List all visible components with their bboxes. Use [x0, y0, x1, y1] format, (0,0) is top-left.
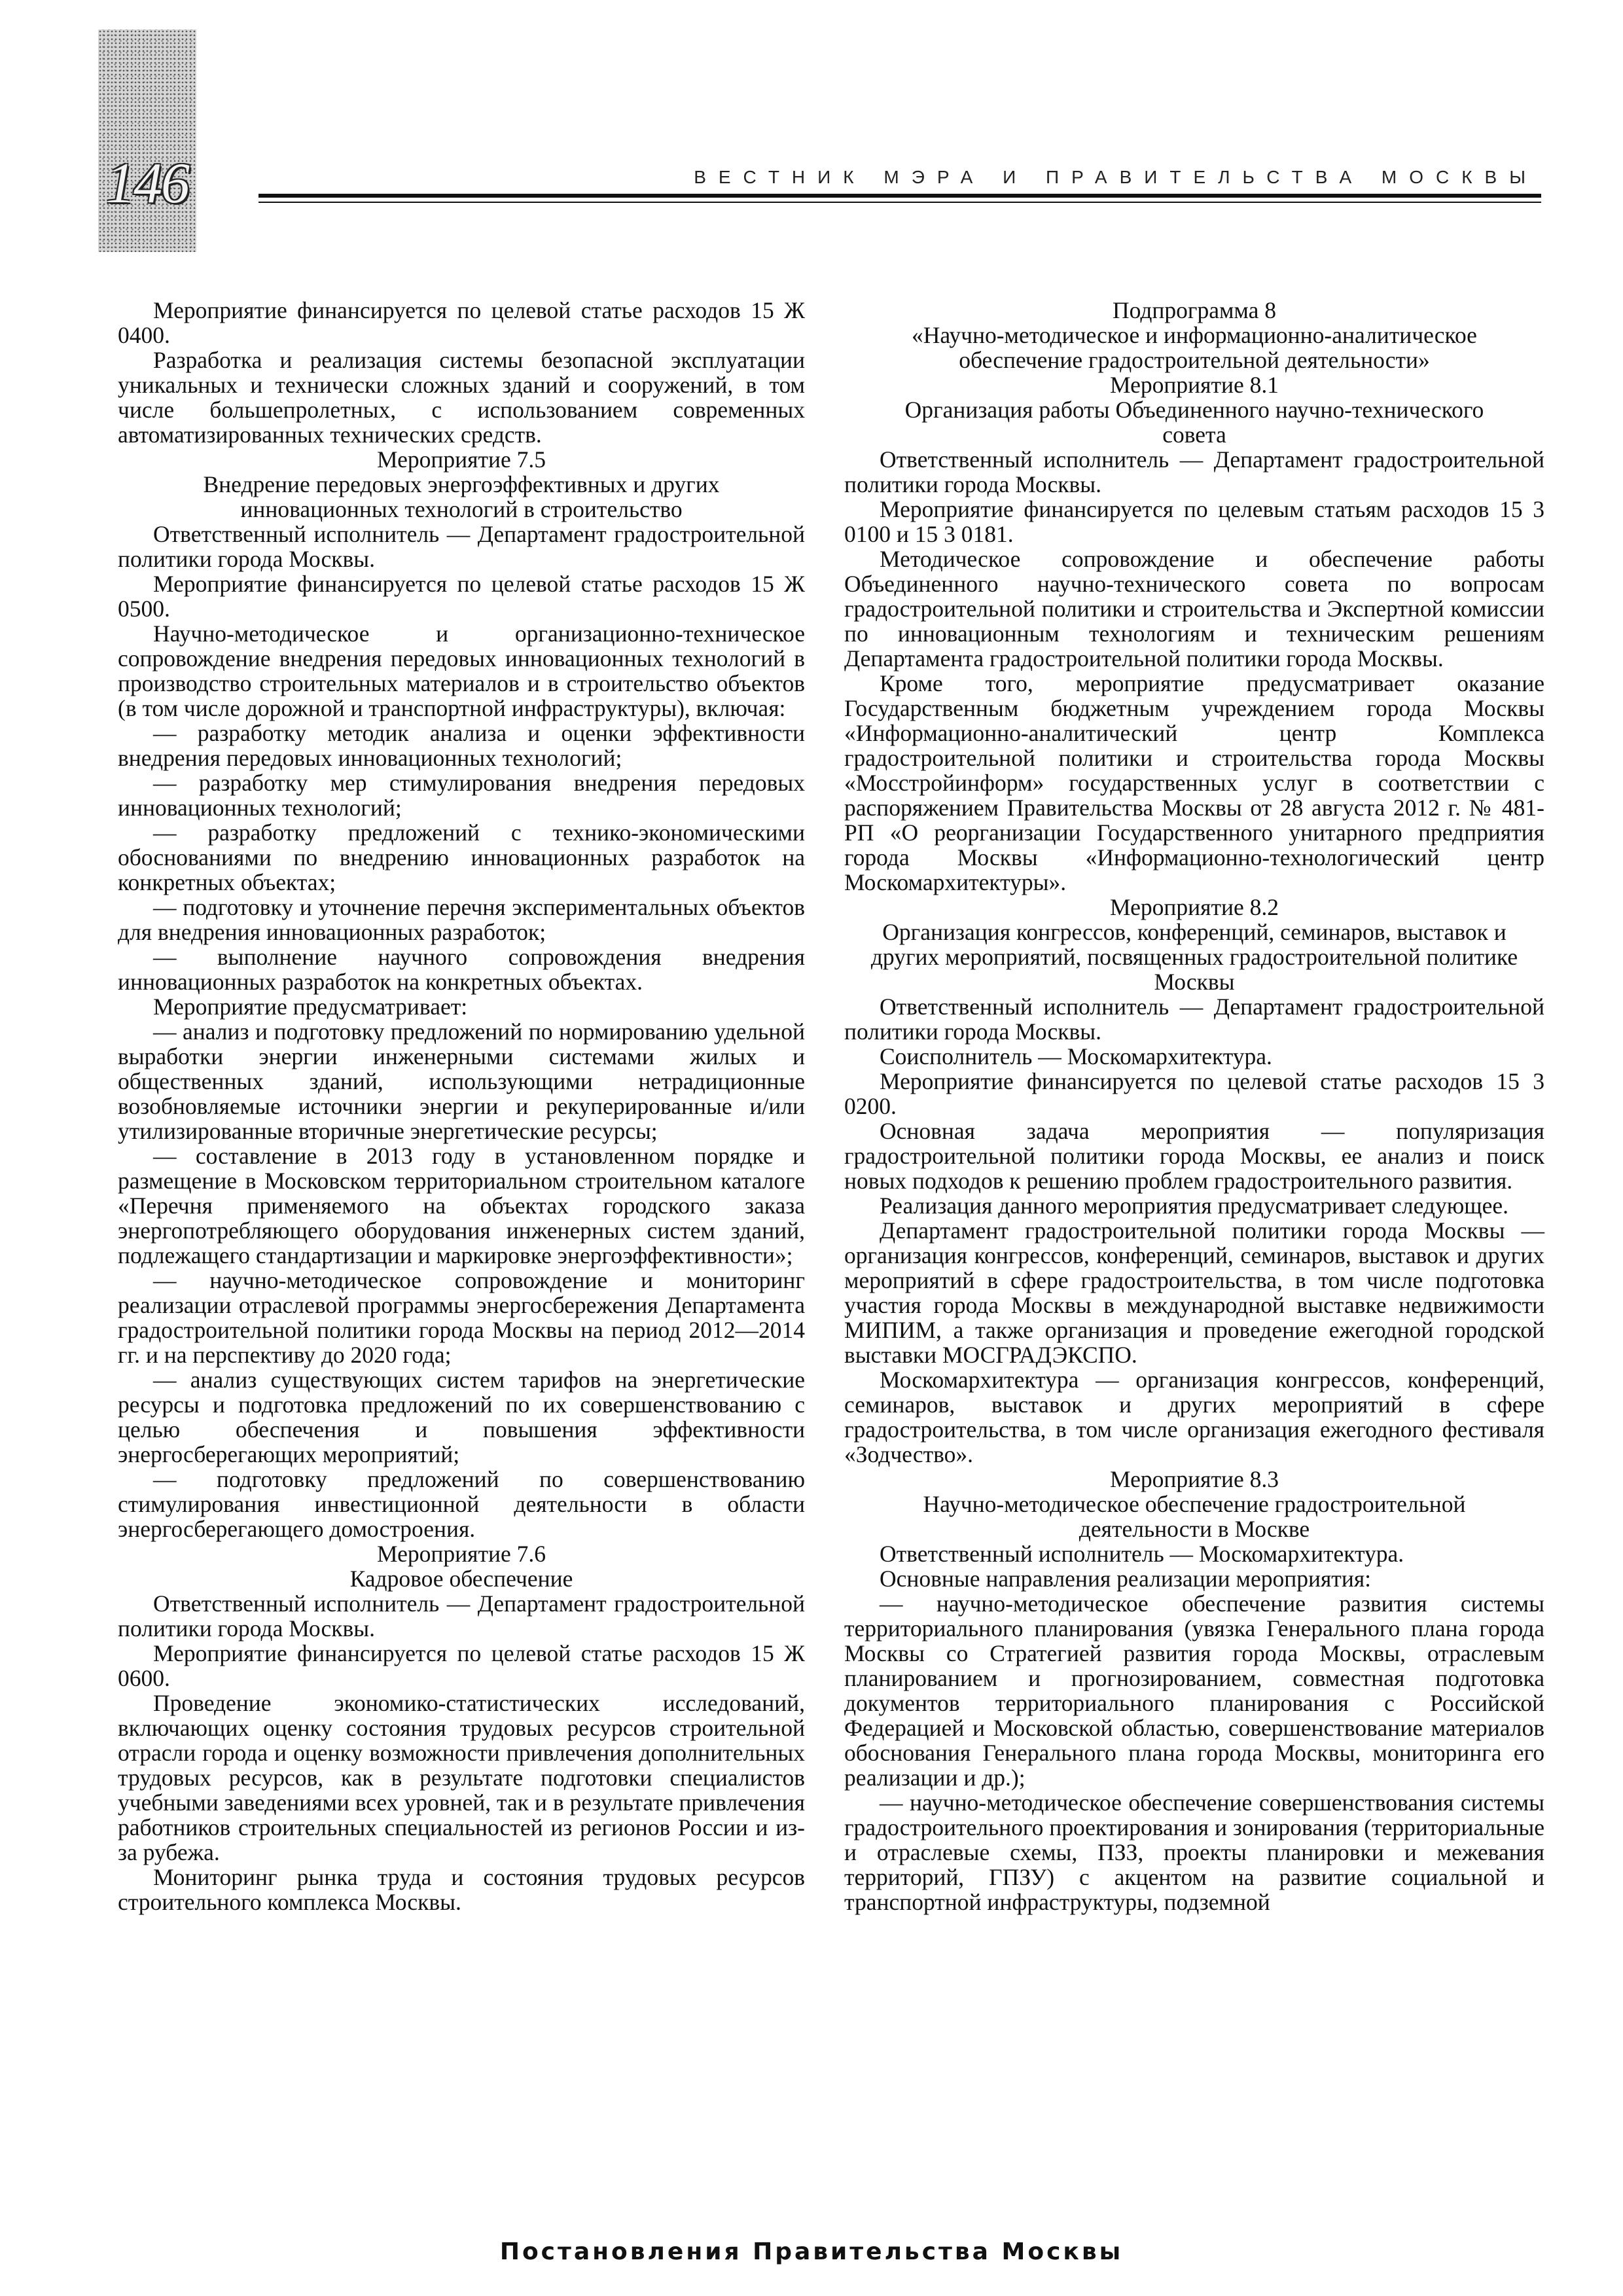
paragraph: Мероприятие предусматривает:: [153, 994, 468, 1020]
paragraph: — разработку предложений с технико-экономическими обоснованиями по внедрению инновационных разработок на конкретных объектах;: [118, 819, 805, 895]
paragraph: Реализация данного мероприятия предусматривает следующее.: [880, 1193, 1508, 1219]
paragraph: Мероприятие финансируется по целевым статьям расходов 15 3 0100 и 15 3 0181.: [844, 496, 1544, 547]
paragraph: Мероприятие финансируется по целевой статье расходов 15 Ж 0400.: [118, 297, 805, 348]
paragraph: Департамент градостроительной политики города Москвы — организация конгрессов, конференций, семинаров, выставок и других мероприятий в сфере градостроительства, в том числе подготовка участия города Москвы в международной выставке недвижимости МИПИМ, а также организация и проведение ежегодной городской выставки МОСГРАДЭКСПО.: [844, 1217, 1544, 1368]
header-rule-thin: [259, 202, 1541, 203]
section-heading: Научно-методическое обеспечение градостроительной деятельности в Москве: [923, 1491, 1466, 1542]
page-number: 146: [106, 152, 188, 215]
section-heading: Мероприятие 7.6: [377, 1541, 546, 1567]
paragraph: Разработка и реализация системы безопасной эксплуатации уникальных и технически сложных зданий и сооружений, в том числе большепролетных, с использованием современных автоматизированных технических средств.: [118, 347, 805, 448]
paragraph: Ответственный исполнитель — Департамент градостроительной политики города Москвы.: [118, 521, 805, 572]
paragraph: Основная задача мероприятия — популяризация градостроительной политики города Москвы, ее анализ и поиск новых подходов к решению проблем градостроительного развития.: [844, 1118, 1544, 1194]
paragraph: Мероприятие финансируется по целевой статье расходов 15 Ж 0500.: [118, 571, 805, 622]
paragraph: — выполнение научного сопровождения внедрения инновационных разработок на конкретных объектах.: [118, 944, 805, 995]
paragraph: — научно-методическое сопровождение и мониторинг реализации отраслевой программы энергосбережения Департамента градостроительной политики города Москвы на период 2012—2014 гг. и на перспективу до 2020 года;: [118, 1267, 805, 1368]
paragraph: Ответственный исполнитель — Департамент градостроительной политики города Москвы.: [844, 994, 1544, 1045]
section-heading: Организация конгрессов, конференций, семинаров, выставок и других мероприятий, посвященных градостроительной политике Москвы: [870, 919, 1518, 995]
section-heading: Мероприятие 7.5: [377, 446, 546, 473]
paragraph: — анализ и подготовку предложений по нормированию удельной выработки энергии инженерными системами жилых и общественных зданий, использующими нетрадиционные возобновляемые источники энергии и рекуперированные и/или утилизированные вторичные энергетические ресурсы;: [118, 1018, 805, 1144]
paragraph: — разработку методик анализа и оценки эффективности внедрения передовых инновационных технологий;: [118, 720, 805, 771]
paragraph: — подготовку и уточнение перечня экспериментальных объектов для внедрения инновационных разработок;: [118, 894, 805, 945]
paragraph: — анализ существующих систем тарифов на энергетические ресурсы и подготовка предложений по их совершенствованию с целью обеспечения и повышения эффективности энергосберегающих мероприятий;: [118, 1367, 805, 1467]
paragraph: Ответственный исполнитель — Москомархитектура.: [880, 1541, 1404, 1567]
paragraph: Методическое сопровождение и обеспечение работы Объединенного научно-технического совета по вопросам градостроительной политики и строительства и Экспертной комиссии по инновационным технологиям и техническим решениям Департамента градостроительной политики города Москвы.: [844, 546, 1544, 672]
paragraph: Мониторинг рынка труда и состояния трудовых ресурсов строительного комплекса Москвы.: [118, 1864, 805, 1915]
paragraph: Мероприятие финансируется по целевой статье расходов 15 Ж 0600.: [118, 1640, 805, 1691]
paragraph: Научно-методическое и организационно-техническое сопровождение внедрения передовых инновационных технологий в производство строительных материалов и в строительство объектов (в том числе дорожной и транспортной инфраструктуры), включая:: [118, 620, 805, 721]
paragraph: — научно-методическое обеспечение развития системы территориального планирования (увязка Генерального плана города Москвы со Стратегией развития города Москвы, отраслевым планированием и прогнозированием, совместная подготовка документов территориального планирования с Российской Федерацией и Московской областью, совершенствование материалов обоснования Генерального плана города Москвы, мониторинга его реализации и др.);: [844, 1590, 1544, 1791]
paragraph: Соисполнитель — Москомархитектура.: [880, 1043, 1272, 1069]
journal-title: ВЕСТНИК МЭРА И ПРАВИТЕЛЬСТВА МОСКВЫ: [694, 167, 1538, 187]
section-heading: Мероприятие 8.1: [1110, 372, 1279, 398]
section-heading: Мероприятие 8.2: [1110, 894, 1279, 920]
paragraph: — подготовку предложений по совершенствованию стимулирования инвестиционной деятельности в области энергосберегающего домостроения.: [118, 1466, 805, 1542]
footer-section-title: Постановления Правительства Москвы: [499, 2238, 1124, 2265]
paragraph: Мероприятие финансируется по целевой статье расходов 15 3 0200.: [844, 1068, 1544, 1119]
paragraph: Кроме того, мероприятие предусматривает оказание Государственным бюджетным учреждением города Москвы «Информационно-аналитический центр Комплекса градостроительной политики и строительства города Москвы «Мосстройинформ» государственных услуг в соответствии с распоряжением Правительства Москвы от 28 августа 2012 г. № 481-РП «О реорганизации Государственного унитарного предприятия города Москвы «Информационно-технологический центр Москомархитектуры».: [844, 670, 1544, 895]
section-heading: Внедрение передовых энергоэффективных и других инновационных технологий в строительство: [203, 471, 720, 522]
page-number-background: [98, 29, 196, 252]
paragraph: — разработку мер стимулирования внедрения передовых инновационных технологий;: [118, 770, 805, 821]
paragraph: Ответственный исполнитель — Департамент градостроительной политики города Москвы.: [118, 1590, 805, 1641]
paragraph: — составление в 2013 году в установленном порядке и размещение в Московском территориальном строительном каталоге «Перечня применяемого на объектах городского заказа энергопотребляющего оборудования инженерных систем зданий, подлежащего стандартизации и маркировке энергоэффективности»;: [118, 1143, 805, 1268]
paragraph: Основные направления реализации мероприятия:: [880, 1566, 1372, 1592]
section-heading: «Научно-методическое и информационно-аналитическое обеспечение градостроительной деятельности»: [912, 322, 1477, 373]
section-heading: Организация работы Объединенного научно-технического совета: [904, 397, 1484, 448]
paragraph: Ответственный исполнитель — Департамент градостроительной политики города Москвы.: [844, 446, 1544, 497]
left-column: [118, 298, 805, 1914]
section-heading: Мероприятие 8.3: [1110, 1466, 1279, 1492]
header-rule: [259, 194, 1541, 198]
section-heading: Кадровое обеспечение: [349, 1566, 573, 1592]
paragraph: Москомархитектура — организация конгрессов, конференций, семинаров, выставок и других мероприятий в сфере градостроительства, в том числе организация ежегодного фестиваля «Зодчество».: [844, 1367, 1544, 1467]
right-column: [844, 298, 1544, 1914]
paragraph: Проведение экономико-статистических исследований, включающих оценку состояния трудовых ресурсов строительной отрасли города и оценку возможности привлечения дополнительных трудовых ресурсов, как в результате подготовки специалистов учебными заведениями всех уровней, так и в результате привлечения работников строительных специальностей из регионов России и из-за рубежа.: [118, 1690, 805, 1865]
section-heading: Подпрограмма 8: [1112, 297, 1277, 323]
paragraph: — научно-методическое обеспечение совершенствования системы градостроительного проектирования и зонирования (территориальные и отраслевые схемы, ПЗЗ, проекты планировки и межевания территорий, ГПЗУ) с акцентом на развитие социальной и транспортной инфраструктуры, подземной: [844, 1789, 1544, 1915]
